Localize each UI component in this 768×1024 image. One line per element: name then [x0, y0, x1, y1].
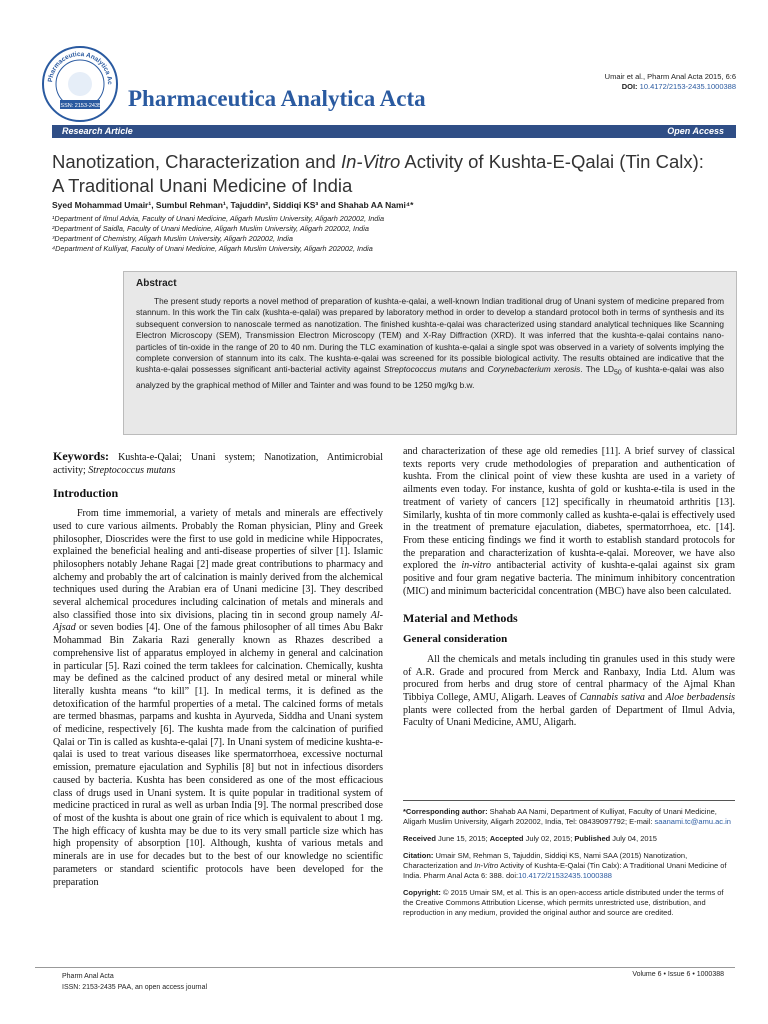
logo-ring-text: Pharmaceutica Analytica Ac — [47, 50, 114, 85]
footer-left — [62, 971, 207, 993]
correspondence-box — [403, 800, 735, 925]
doi-line[interactable]: DOI: 10.4172/2153-2435.1000388 — [621, 82, 736, 91]
dates: Received June 15, 2015; Accepted July 02, 2015; Published July 04, 2015 — [403, 834, 657, 843]
open-access-label: Open Access — [667, 126, 724, 136]
abstract-text: The present study reports a novel method of preparation of kushta-e-qalai, a well-known Indian traditional drug of Unani system of medicine prepared from stannum. In this work the Tin calx (kushta-e-qalai) was prepared by laboratory method in order to develop a standard protocol both in terms of synthesis and its subsequent conversion to nanoscale termed as nanotization. The finished kushta-e-qalai was characterized using standard analytical techniques like Scanning Electron Microscopy (SEM), Transmission Electron Microscopy (TEM) and X-Ray Diffraction (XRD). It was inferred that the kushta-e-qalai contains nano-particles of tin-oxide in the range of 20 to 40 nm. During the TLC examination of kushta-e-qalai a single spot was observed in a variety of solvents implying the complete conversion of stannum into its calx. The kushta-e-qalai was screened for its possible biological activity. The results obtained are indicative that the kushta-e-qalai possesses significant anti-bacterial activity against Streptococcus mutans and Corynebacterium xerosis. The $LD_{50}$ of kushta-e-qalai was also analyzed by the graphical method of Miller and Tainter and was found to be 1250 mg/kg b.w. — [136, 296, 725, 390]
email-link[interactable]: saanami.tc@amu.ac.in — [654, 817, 731, 826]
intro-paragraph: From time immemorial, a variety of metals and minerals are effectively used to cure various ailments. Probably the Roman physician, Pliny and Greek philosopher, Dioscrides were the first to use gold in medicine while Hippocrates, explained the beneficial healing and anti-disease properties of silver [1]. Islamic philosophers notably Jehane Ragai [2] made great contributions to pharmacy and alchemy and probably the art of calcination is mainly derived from the alchemical techniques used during the Arabian era of Unani medicine [3]. They described several alchemical procedures including calcination of metals and minerals and also classified those into six divisions, placing tin in second group namely Al-Ajsad or seven bodies [4]. One of the famous philosopher of all times Abu Bakr Mohammad Bin Zakaria Razi generally known as Rhazes described a comprehensive list of apparatus employed in alchemy in general and calcination in particular [5]. Razi coined the term taklees for calcination. Chemically, kushta may be defined as the calcined product of any desired metal or mineral while literally kushta means “to kill” [1]. In medical terms, it is defined as the detoxification of the harmful properties of a metal. The calcined forms of metals are termed bhasmas, parpams and kushta in Ayurveda, Siddha and Unani system of medicine, respectively [6]. The kushta made from the calcination of purified Qalai or Tin is called as kushta-e-qalai [7]. In Unani system of medicine kushta-e-qalai is used to treat various diseases like spermatorrhoea, excessive nocturnal emission, premature ejaculation and Syphilis [8] but not in infectious disorders caused by bacteria. Kushta has been considered as one of the most efficacious class of drugs used in Unani system. It is quite popular in traditional system of medicine practiced in rural as well as urban India [9]. The normal prescribed dose of most of the kushta is about one grain of rice which is equivalent to about 1 mg. The high efficacy of kushta may be due to its very small particle size which has high propensity of absorption [10]. Although, kushta of various metals and minerals are in use for decades but to the best of our knowledge no scientific parameters or standard scientific protocols have been developed for the preparation — [53, 508, 383, 888]
general-consideration-heading: General consideration — [403, 633, 508, 646]
intro-heading: Introduction — [53, 486, 119, 501]
corresponding-author: *Corresponding author: Shahab AA Nami, Department of Kulliyat, Faculty of Unani Medicine, Aligarh Muslim University, Aligarh 202002, India, Tel: 08439097792; E-mail: saanami.tc@amu.ac.in — [403, 807, 731, 826]
left-column — [53, 450, 383, 889]
copyright: Copyright: © 2015 Umair SM, et al. This is an open-access article distributed under the terms of the Creative Commons Attribution License, which permits unrestricted use, distribution, and reproduction in any medium, provided the original author and source are credited. — [403, 888, 724, 917]
methods-heading: Material and Methods — [403, 611, 518, 626]
affiliation-item: ²Department of Saidla, Faculty of Unani Medicine, Aligarh Muslim University, Aligarh 202002, India — [52, 224, 369, 233]
author-list: Syed Mohammad Umair¹, Sumbul Rehman¹, Tajuddin², Siddiqi KS³ and Shahab AA Nami⁴* — [52, 200, 414, 210]
methods-paragraph: All the chemicals and metals including tin granules used in this study were of A.R. Grade and procured from Merck and Ranbaxy, India Ltd. Alum was procured from herbs and drug store of central pharmacy of the Ajmal Khan Tibbiya College, AMU, Aligarh. Leaves of Cannabis sativa and Aloe berbadensis plants were collected from the herbal garden of Department of Ilmul Advia, Faculty of Unani Medicine, AMU, Aligarh. — [403, 653, 736, 729]
article-type-banner — [52, 125, 736, 138]
footer-issn: ISSN: 2153-2435 PAA, an open access journal — [62, 984, 208, 991]
citation-short: Umair et al., Pharm Anal Acta 2015, 6:6 — [604, 72, 736, 81]
journal-title[interactable]: Pharmaceutica Analytica Acta — [128, 86, 426, 111]
intro-continued: and characterization of these age old remedies [11]. A brief survey of classical texts reports very crude methodologies of preparation and authentication of kushta. From the clinical point of view these kushta are used in a variety of ailments even today. For instance, kushta of gold or kushta-e-tila is used in the treatment of variety of cancers [12] specifically in rheumatoid arthritis [13]. Similarly, kushta of tin more commonly called as kushta-e-qalai is effectively used in the treatment of premature ejaculation, diabetes, spermatorrhoea, etc. [14]. From these enticing findings we find it worth to establish standard protocols for the preparation and characterization of kushta-e-qalai. Moreover, we have also explored the in-vitro antibacterial activity of kushta-e-qalai against six gram positive and four gram negative bacteria. The minimum inhibitory concentration (MIC) and minimum bactericidal concentration (MBC) have also been calculated. — [403, 446, 736, 597]
footer-journal: Pharm Anal Acta — [62, 973, 114, 980]
doi-link[interactable]: 10.4172/2153-2435.1000388 — [639, 82, 736, 91]
citation-doi-link[interactable]: 10.4172/21532435.1000388 — [518, 871, 612, 880]
abstract-heading: Abstract — [136, 278, 177, 289]
issn-badge: ISSN: 2153-2435 — [58, 103, 102, 109]
paper-title: Nanotization, Characterization and In-Vitro Activity of Kushta-E-Qalai (Tin Calx): A Traditional Unani Medicine of India — [52, 151, 704, 196]
footer-volume: Volume 6 • Issue 6 • 1000388 — [632, 971, 724, 978]
affiliation-item: ⁴Department of Kulliyat, Faculty of Unani Medicine, Aligarh Muslim University, Aligarh 202002, India — [52, 244, 373, 253]
footer-divider — [35, 967, 735, 968]
affiliation-item: ³Department of Chemistry, Aligarh Muslim University, Aligarh 202002, India — [52, 234, 293, 243]
abstract-box — [123, 271, 737, 435]
journal-logo — [40, 44, 120, 124]
right-column — [403, 446, 735, 730]
citation-header — [605, 72, 736, 92]
keywords: Keywords: Kushta-e-Qalai; Unani system; Nanotization, Antimicrobial activity; Streptococcus mutans — [53, 449, 383, 476]
affiliation-item: ¹Department of Ilmul Advia, Faculty of Unani Medicine, Aligarh Muslim University, Aligarh 202002, India — [52, 214, 385, 223]
citation: Citation: Umair SM, Rehman S, Tajuddin, Siddiqi KS, Nami SAA (2015) Nanotization, Characterization and In-Vitro Activity of Kushta-E-Qalai (Tin Calx): A Traditional Unani Medicine of India. Pharm Anal Acta 6: 388. doi:10.4172/21532435.1000388 — [403, 851, 727, 880]
affiliations — [52, 214, 384, 254]
article-type: Research Article — [62, 126, 133, 136]
